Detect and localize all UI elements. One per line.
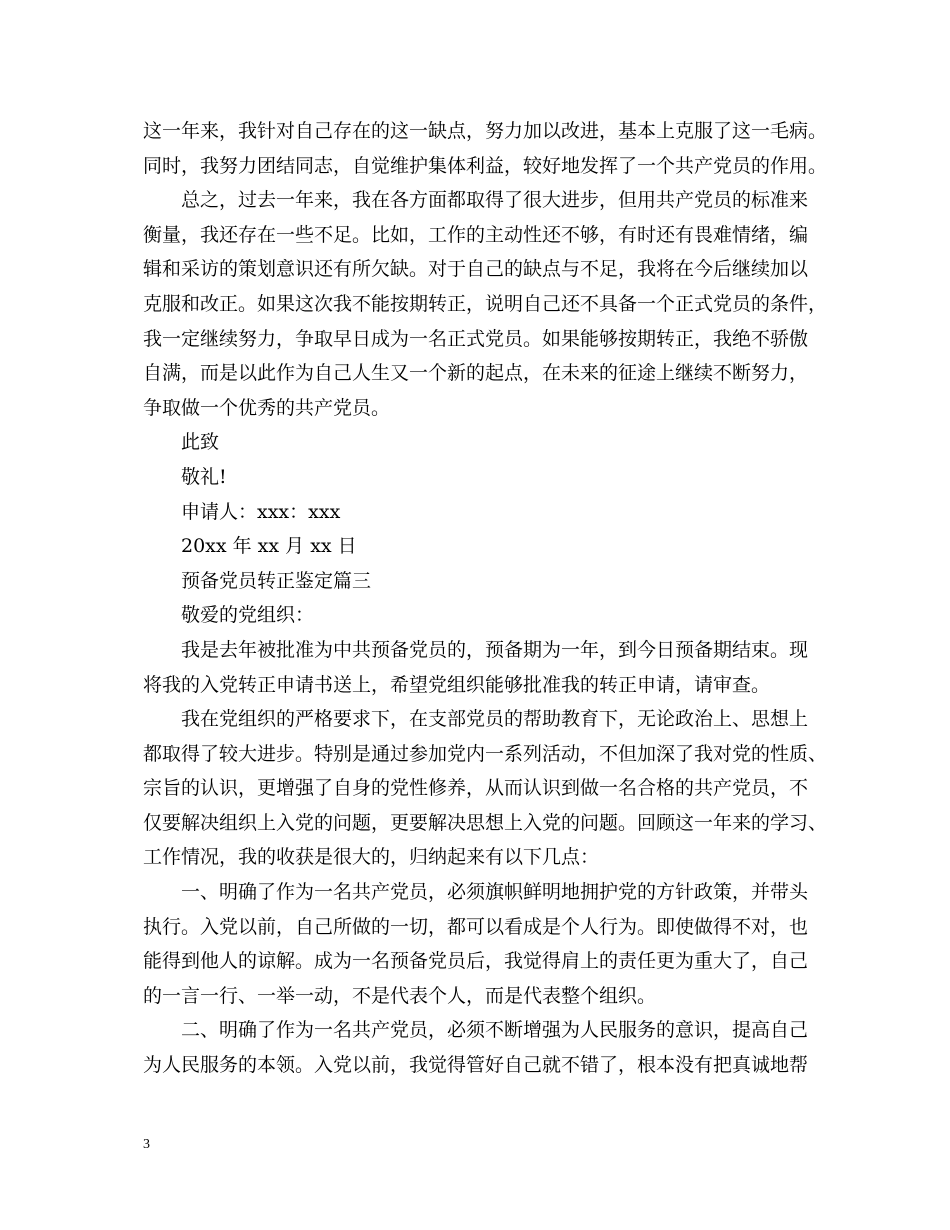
text-line: 的一言一行、一举一动，不是代表个人，而是代表整个组织。 bbox=[143, 984, 657, 1007]
text-line: 辑和采访的策划意识还有所欠缺。对于自己的缺点与不足，我将在今后继续加以 bbox=[143, 258, 809, 281]
text-line: 一、明确了作为一名共产党员，必须旗帜鲜明地拥护党的方针政策，并带头 bbox=[181, 881, 809, 904]
text-line: 能得到他人的谅解。成为一名预备党员后，我觉得肩上的责任更为重大了，自己 bbox=[143, 950, 809, 973]
text-line: 为人民服务的本领。入党以前，我觉得管好自己就不错了，根本没有把真诚地帮 bbox=[143, 1054, 809, 1077]
text-line: 我一定继续努力，争取早日成为一名正式党员。如果能够按期转正，我绝不骄傲 bbox=[143, 327, 809, 350]
text-line: 自满，而是以此作为自己人生又一个新的起点，在未来的征途上继续不断努力， bbox=[143, 362, 809, 385]
document-body bbox=[143, 114, 833, 1083]
text-line: 同时，我努力团结同志，自觉维护集体利益，较好地发挥了一个共产党员的作用。 bbox=[143, 154, 828, 177]
text-line: 将我的入党转正申请书送上，希望党组织能够批准我的转正申请，请审查。 bbox=[143, 673, 771, 696]
text-line: 衡量，我还存在一些不足。比如，工作的主动性还不够，有时还有畏难情绪，编 bbox=[143, 223, 809, 246]
text-line: 仅要解决组织上入党的问题，更要解决思想上入党的问题。回顾这一年来的学习、 bbox=[143, 811, 828, 834]
text-line: 总之，过去一年来，我在各方面都取得了很大进步，但用共产党员的标准来 bbox=[181, 189, 809, 212]
text-line: 工作情况，我的收获是很大的，归纳起来有以下几点： bbox=[143, 846, 600, 869]
text-line: 这一年来，我针对自己存在的这一缺点，努力加以改进，基本上克服了这一毛病。 bbox=[143, 120, 828, 142]
page-number: 3 bbox=[143, 1137, 150, 1152]
text-line: 申请人：xxx：xxx bbox=[181, 500, 341, 523]
text-line: 我在党组织的严格要求下，在支部党员的帮助教育下，无论政治上、思想上 bbox=[181, 708, 809, 731]
text-line: 克服和改正。如果这次我不能按期转正，说明自己还不具备一个正式党员的条件， bbox=[143, 292, 828, 315]
text-line: 宗旨的认识，更增强了自身的党性修养，从而认识到做一名合格的共产党员，不 bbox=[143, 777, 809, 800]
text-line: 执行。入党以前，自己所做的一切，都可以看成是个人行为。即使做得不对，也 bbox=[143, 915, 809, 938]
text-line: 预备党员转正鉴定篇三 bbox=[181, 569, 372, 592]
text-line: 我是去年被批准为中共预备党员的，预备期为一年，到今日预备期结束。现 bbox=[181, 638, 809, 661]
text-line: 敬爱的党组织： bbox=[181, 604, 315, 627]
text-line: 20xx 年 xx 月 xx 日 bbox=[181, 535, 357, 558]
text-line: 争取做一个优秀的共产党员。 bbox=[143, 396, 391, 419]
text-line: 敬礼! bbox=[181, 465, 227, 488]
text-line: 二、明确了作为一名共产党员，必须不断增强为人民服务的意识，提高自己 bbox=[181, 1019, 809, 1042]
text-line: 此致 bbox=[181, 431, 220, 454]
text-line: 都取得了较大进步。特别是通过参加党内一系列活动，不但加深了我对党的性质、 bbox=[143, 742, 828, 765]
